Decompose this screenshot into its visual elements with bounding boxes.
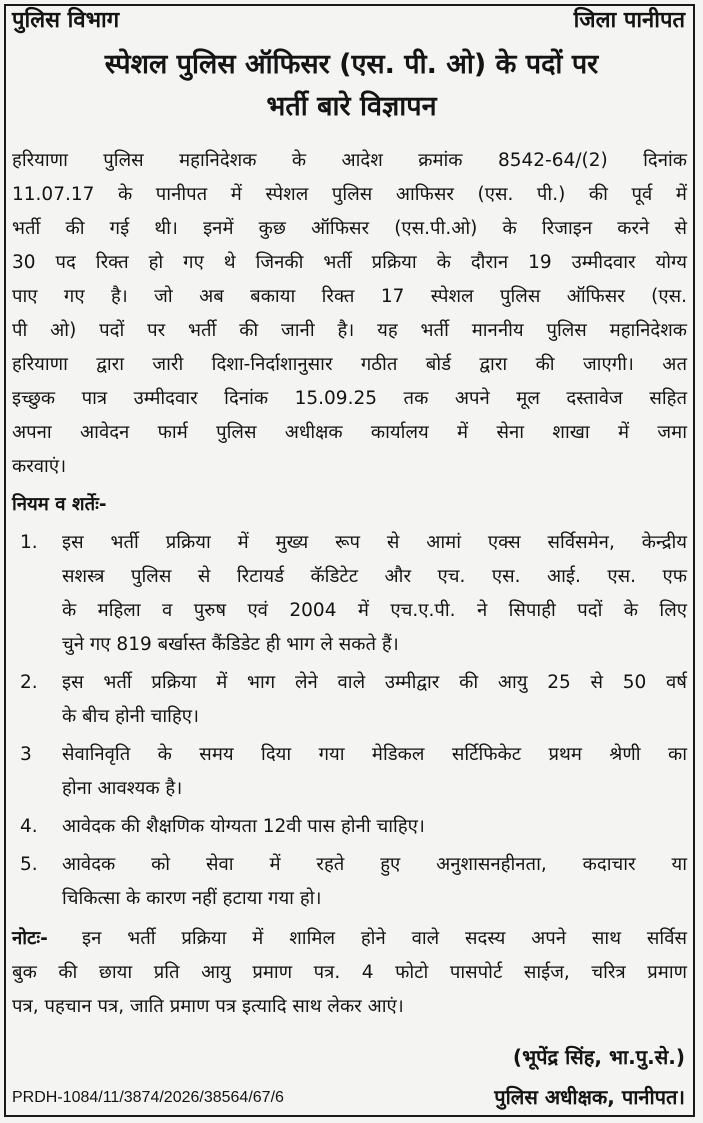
- rule-number: 1.: [20, 532, 38, 553]
- body-line: पी ओ) पदों पर भर्ती की जानी है। यह भर्ती माननीय पुलिस महानिदेशक: [12, 320, 687, 341]
- title-line-2: भर्ती बारे विज्ञापन: [266, 91, 437, 122]
- rule-line: के महिला व पुरुष एवं 2004 में एच.ए.पी. ने सिपाही पदों के लिए: [62, 600, 687, 621]
- note-label: नोटः-: [12, 928, 48, 949]
- body-line: करवाएं।: [12, 456, 67, 477]
- rule-line: चुने गए 819 बर्खास्त कैंडिडेट ही भाग ले सकते हैं।: [62, 634, 399, 655]
- body-line: भर्ती की गई थी। इनमें कुछ ऑफिसर (एस.पी.ओ) के रिजाइन करने से: [12, 218, 687, 239]
- body-line: हरियाणा पुलिस महानिदेशक के आदेश क्रमांक 8542-64/(2) दिनांक: [12, 150, 687, 171]
- signatory-name: (भूपेंद्र सिंह, भा.पु.से.): [512, 1045, 685, 1069]
- rule-number: 3: [20, 744, 32, 765]
- rule-line: सेवानिवृति के समय दिया गया मेडिकल सर्टिफिकेट प्रथम श्रेणी का: [62, 744, 687, 765]
- rules-heading: नियम व शर्तेः-: [12, 494, 107, 515]
- rule-line: आवेदक को सेवा में रहते हुए अनुशासनहीनता, कदाचार या: [62, 854, 687, 875]
- rule-line: चिकित्सा के कारण नहीं हटाया गया हो।: [62, 888, 322, 909]
- note-line: इन भर्ती प्रक्रिया में शामिल होने वाले सदस्य अपने साथ सर्विस: [82, 928, 687, 949]
- body-line: हरियाणा द्वारा जारी दिशा-निर्दाशानुसार गठीत बोर्ड द्वारा की जाएगी। अत: [12, 354, 687, 375]
- rule-line: सशस्त्र पुलिस से रिटायर्ड कॅडिटेट और एच. एस. आई. एस. एफ: [62, 566, 687, 587]
- note-line: बुक की छाया प्रति आयु प्रमाण पत्र. 4 फोटो पासपोर्ट साईज, चरित्र प्रमाण: [12, 962, 687, 983]
- body-line: अपना आवेदन फार्म पुलिस अधीक्षक कार्यालय में सेना शाखा में जमा: [12, 422, 687, 443]
- rule-line: के बीच होनी चाहिए।: [62, 706, 200, 727]
- rule-line: इस भर्ती प्रक्रिया में मुख्य रूप से आमां एक्स सर्विसमेन, केन्द्रीय: [62, 532, 687, 553]
- body-line: 11.07.17 के पानीपत में स्पेशल पुलिस आफिसर (एस. पी.) की पूर्व में: [12, 184, 687, 205]
- rule-line: आवेदक की शैक्षणिक योग्यता 12वी पास होनी चाहिए।: [62, 816, 425, 837]
- signatory-designation: पुलिस अधीक्षक, पानीपत।: [494, 1085, 685, 1109]
- rule-line: इस भर्ती प्रक्रिया में भाग लेने वाले उम्मीद्वार की आयु 25 से 50 वर्ष: [62, 672, 687, 693]
- reference-code: PRDH-1084/11/3874/2026/38564/67/6: [12, 1089, 284, 1106]
- note-line: पत्र, पहचान पत्र, जाति प्रमाण पत्र इत्यादि साथ लेकर आएं।: [12, 996, 404, 1017]
- rule-line: होना आवश्यक है।: [62, 778, 183, 799]
- department-label: पुलिस विभाग: [12, 8, 120, 33]
- body-line: 30 पद रिक्त हो गए थे जिनकी भर्ती प्रक्रिया के दौरान 19 उम्मीदवार योग्य: [12, 252, 687, 273]
- rule-number: 4.: [20, 816, 38, 837]
- body-line: इच्छुक पात्र उम्मीदवार दिनांक 15.09.25 तक अपने मूल दस्तावेज सहित: [12, 388, 687, 409]
- district-label: जिला पानीपत: [573, 8, 685, 33]
- body-line: पाए गए है। जो अब बकाया रिक्त 17 स्पेशल पुलिस ऑफिसर (एस.: [12, 286, 687, 307]
- title-line-1: स्पेशल पुलिस ऑफिसर (एस. पी. ओ) के पदों पर: [104, 49, 599, 80]
- rule-number: 5.: [20, 854, 38, 875]
- rule-number: 2.: [20, 672, 38, 693]
